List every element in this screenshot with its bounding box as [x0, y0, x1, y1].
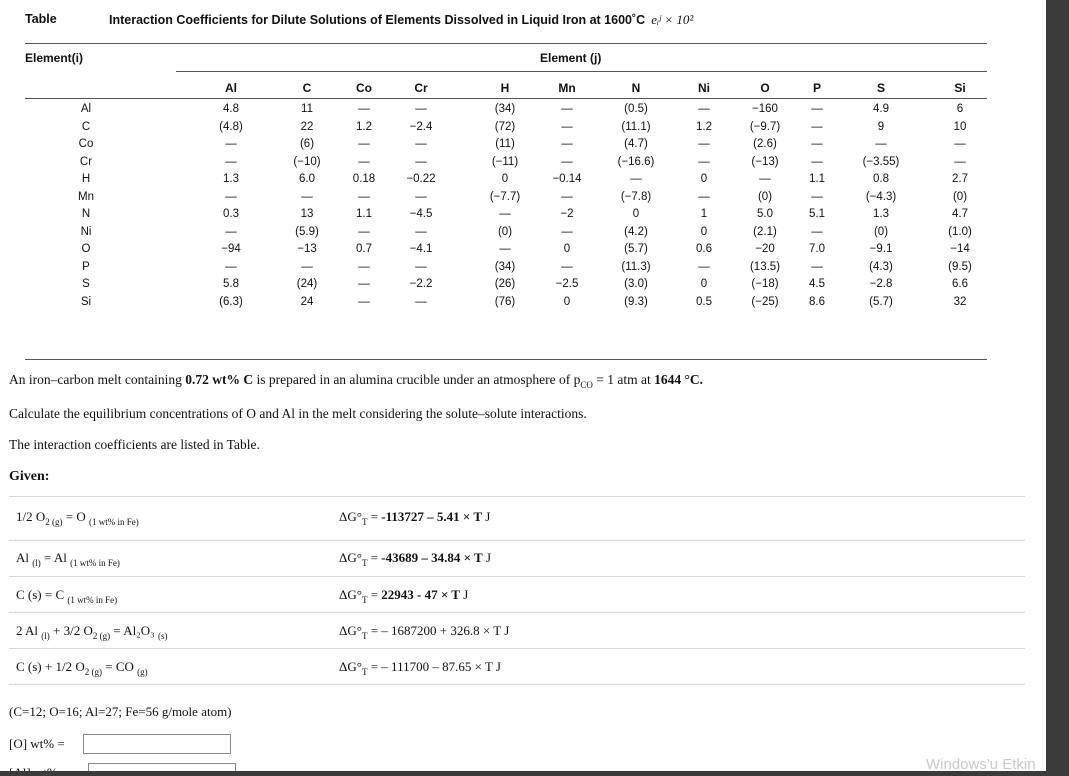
table-cell: −14	[950, 243, 970, 255]
gibbs-unit: J	[459, 587, 469, 602]
gibbs-energy-expression	[339, 623, 509, 639]
table-cell: (24)	[296, 278, 318, 290]
given-divider	[9, 648, 1025, 649]
table-cell: 10	[953, 120, 967, 133]
gibbs-equals: =	[367, 587, 382, 602]
table-cell: −0.22	[406, 173, 436, 185]
table-cell: (6)	[299, 138, 315, 150]
table-cell: 4.8	[223, 103, 239, 115]
gibbs-subscript: T	[361, 667, 368, 677]
table-cell: —	[358, 190, 370, 203]
table-cell: −2.5	[555, 278, 579, 290]
reaction-rest: = Al₂O₃	[110, 623, 158, 638]
table-cell: −160	[752, 103, 778, 115]
table-cell: (3.0)	[624, 278, 648, 290]
table-cell: 0.5	[696, 295, 712, 308]
table-cell: 0.8	[873, 173, 889, 185]
reaction-lhs-subscript: 2 (g)	[45, 517, 63, 527]
given-heading: Given:	[9, 469, 50, 484]
table-cell: —	[561, 138, 573, 150]
column-group-header: Element (j)	[540, 51, 602, 65]
vertical-scrollbar[interactable]	[1046, 0, 1069, 776]
reaction-lhs-subscript: (1 wt% in Fe)	[67, 595, 118, 605]
row-label: Mn	[78, 190, 94, 203]
table-cell: 0.3	[223, 208, 239, 220]
table-cell: 8.6	[809, 295, 825, 308]
gibbs-symbol: ΔG°	[339, 550, 362, 565]
table-cell: 5.0	[757, 208, 773, 220]
table-cell: —	[759, 173, 771, 185]
gibbs-symbol: ΔG°	[339, 509, 362, 524]
gibbs-value: 22943 - 47 × T	[381, 587, 460, 602]
table-cell: 4.5	[809, 278, 825, 290]
table-cell: —	[698, 138, 710, 150]
table-cell: 11	[301, 103, 313, 115]
reaction-lhs: 2 Al	[16, 623, 42, 638]
table-cell: —	[811, 155, 823, 168]
table-cell: (−18)	[751, 278, 779, 290]
table-cell: −0.14	[552, 173, 582, 185]
gibbs-symbol: ΔG°	[339, 587, 362, 602]
gibbs-value: -43689 – 34.84 × T	[381, 550, 483, 565]
table-cell: 2.7	[952, 173, 968, 185]
table-cell: 22	[300, 120, 314, 133]
reaction-equation	[16, 659, 148, 675]
table-bottom-rule	[25, 359, 987, 360]
table-cell: 6.0	[299, 173, 315, 185]
oxygen-answer-label: [O] wt% =	[9, 736, 65, 751]
table-cell: 6	[956, 103, 964, 115]
reaction-equation	[16, 550, 120, 566]
table-cell: —	[954, 155, 966, 168]
table-cell: —	[415, 225, 427, 238]
table-cell: (4.2)	[624, 225, 648, 238]
table-cell: —	[811, 120, 823, 133]
table-cell: (5.7)	[869, 295, 893, 308]
temperature-value: 1644 °C.	[654, 372, 703, 387]
table-cell: −2.2	[409, 278, 433, 290]
reaction-equation	[16, 509, 139, 525]
table-cell: —	[225, 260, 237, 273]
table-cell: —	[358, 155, 370, 168]
table-cell: 0	[563, 295, 571, 308]
reaction-mid: = CO	[101, 659, 138, 674]
row-label: O	[81, 243, 91, 255]
column-header: H	[500, 81, 510, 95]
table-cell: (13.5)	[749, 260, 781, 273]
row-label: Si	[80, 295, 92, 308]
table-cell: (11)	[495, 138, 515, 150]
table-cell: —	[954, 138, 966, 150]
problem-statement-line-2: Calculate the equilibrium concentrations of O and Al in the melt considering the solute–solute interactions.	[9, 406, 587, 421]
table-cell: (2.1)	[753, 225, 777, 238]
table-cell: (2.6)	[753, 138, 777, 150]
row-label: N	[81, 208, 91, 220]
gibbs-value: – 1687200 + 326.8 × T	[381, 623, 501, 638]
column-header: Al	[225, 81, 237, 95]
table-title-text: Interaction Coefficients for Dilute Solutions of Elements Dissolved in Liquid Iron at 1600˚C	[109, 13, 646, 27]
table-cell: 1.2	[696, 120, 712, 133]
column-header: C	[302, 81, 312, 95]
header-bottom-rule	[25, 98, 987, 99]
column-header: Si	[954, 81, 966, 95]
table-cell: −2	[560, 208, 574, 220]
column-header: S	[876, 81, 886, 95]
table-cell: —	[225, 190, 237, 203]
table-cell: —	[811, 260, 823, 273]
table-cell: —	[698, 260, 710, 273]
table-cell: —	[415, 103, 427, 115]
table-cell: 5.8	[223, 278, 239, 290]
table-cell: (11.3)	[621, 260, 651, 273]
table-cell: —	[301, 260, 313, 273]
reaction-lhs: 1/2 O	[16, 509, 46, 524]
column-header: Co	[356, 81, 372, 95]
reaction-equation	[16, 623, 167, 639]
table-cell: (−7.7)	[489, 190, 521, 203]
table-cell: 5.1	[809, 208, 825, 220]
given-divider	[9, 684, 1025, 685]
table-cell: (0)	[497, 225, 513, 238]
table-cell: (26)	[494, 278, 516, 290]
gibbs-equals: =	[367, 659, 382, 674]
table-cell: —	[358, 103, 370, 115]
gibbs-symbol: ΔG°	[339, 659, 362, 674]
gibbs-subscript: T	[361, 631, 368, 641]
table-cell: 9	[877, 120, 885, 133]
oxygen-answer-input[interactable]	[83, 734, 231, 754]
table-cell: —	[358, 278, 370, 290]
reaction-mid: + 3/2 O	[49, 623, 93, 638]
column-header: P	[812, 81, 822, 95]
reaction-rest-subscript: (s)	[157, 631, 168, 641]
problem-text-c: is prepared in an alumina crucible under an atmosphere of p	[253, 372, 581, 387]
table-cell: 4.9	[873, 103, 889, 115]
table-top-rule	[25, 43, 987, 44]
table-cell: —	[698, 155, 710, 168]
gibbs-energy-expression	[339, 587, 468, 603]
reaction-mid-subscript: (g)	[137, 667, 148, 677]
table-cell: 13	[300, 208, 314, 220]
problem-text-a: An iron–carbon melt containing	[9, 372, 186, 387]
gibbs-unit: J	[492, 659, 501, 674]
reaction-equation	[16, 587, 117, 603]
row-label: Al	[80, 103, 92, 115]
given-divider	[9, 496, 1025, 497]
table-cell: (−11)	[491, 155, 519, 168]
reaction-mid: = O	[62, 509, 89, 524]
table-cell: —	[561, 190, 573, 203]
table-cell: —	[875, 138, 887, 150]
table-cell: 1.3	[223, 173, 239, 185]
table-cell: (34)	[494, 260, 516, 273]
table-cell: (11.1)	[621, 120, 651, 133]
table-cell: (76)	[494, 295, 516, 308]
table-cell: (0)	[757, 190, 773, 203]
reaction-lhs-subscript: (l)	[41, 631, 50, 641]
table-cell: (0.5)	[624, 103, 648, 115]
table-cell: —	[561, 103, 573, 115]
table-cell: 4.7	[952, 208, 968, 220]
table-cell: 1.3	[873, 208, 889, 220]
table-cell: (5.9)	[295, 225, 319, 238]
table-cell: —	[630, 173, 642, 185]
gibbs-equals: =	[367, 623, 382, 638]
table-cell: (34)	[494, 103, 516, 115]
gibbs-unit: J	[482, 509, 491, 524]
table-cell: 0	[632, 208, 640, 220]
table-cell: −13	[297, 243, 317, 255]
row-group-header: Element(i)	[25, 51, 84, 65]
table-cell: (−13)	[751, 155, 779, 168]
column-group-rule	[176, 71, 987, 72]
table-cell: —	[225, 138, 237, 150]
column-header: Mn	[558, 81, 576, 95]
row-label: Cr	[79, 155, 93, 168]
table-cell: 7.0	[809, 243, 825, 255]
problem-text-d: = 1 atm at	[592, 372, 655, 387]
table-cell: —	[225, 225, 237, 238]
table-cell: —	[415, 155, 427, 168]
table-cell: 1.2	[356, 120, 372, 133]
given-divider	[9, 612, 1025, 613]
table-cell: —	[415, 190, 427, 203]
table-cell: −4.1	[409, 243, 433, 255]
table-title-formula: eᵢʲ × 10²	[651, 12, 694, 27]
table-cell: —	[499, 243, 511, 255]
table-cell: −2.4	[409, 120, 433, 133]
table-cell: (−3.55)	[862, 155, 900, 168]
table-cell: —	[415, 260, 427, 273]
problem-statement-line-1	[9, 372, 703, 388]
gibbs-energy-expression	[339, 659, 501, 675]
table-cell: —	[358, 225, 370, 238]
table-cell: 0	[700, 173, 708, 185]
reaction-mid-subscript: (1 wt% in Fe)	[88, 517, 139, 527]
gibbs-energy-expression	[339, 550, 491, 566]
table-cell: —	[358, 295, 370, 308]
table-cell: (1.0)	[948, 225, 972, 238]
table-cell: —	[811, 190, 823, 203]
gibbs-subscript: T	[361, 595, 368, 605]
table-cell: —	[415, 295, 427, 308]
table-cell: −20	[755, 243, 775, 255]
column-header: O	[760, 81, 770, 95]
table-cell: —	[358, 138, 370, 150]
table-cell: (4.8)	[219, 120, 243, 133]
table-cell: (0)	[952, 190, 968, 203]
gibbs-equals: =	[367, 550, 382, 565]
table-cell: (−9.7)	[749, 120, 781, 133]
reaction-lhs-subscript: (l)	[32, 558, 41, 568]
table-cell: 1.1	[356, 208, 372, 220]
row-label: Ni	[80, 225, 92, 238]
table-cell: (5.7)	[624, 243, 648, 255]
table-cell: 6.6	[952, 278, 968, 290]
table-cell: 32	[953, 295, 967, 308]
reaction-lhs-subscript: 2 (g)	[84, 667, 102, 677]
table-cell: —	[811, 225, 823, 238]
table-cell: −94	[221, 243, 241, 255]
table-cell: (0)	[873, 225, 889, 238]
row-label: C	[81, 120, 91, 133]
table-cell: 0.6	[696, 243, 712, 255]
gibbs-subscript: T	[361, 517, 368, 527]
table-title	[109, 12, 693, 28]
pressure-subscript: CO	[580, 380, 593, 390]
table-cell: (−25)	[751, 295, 779, 308]
activation-watermark: Windows'u Etkin	[926, 756, 1036, 773]
table-cell: —	[561, 120, 573, 133]
table-cell: (−10)	[293, 155, 321, 168]
gibbs-symbol: ΔG°	[339, 623, 362, 638]
gibbs-unit: J	[500, 623, 510, 638]
gibbs-energy-expression	[339, 509, 490, 525]
table-cell: (9.5)	[948, 260, 972, 273]
table-cell: —	[561, 225, 573, 238]
table-cell: 0	[563, 243, 571, 255]
column-header: Cr	[414, 81, 428, 95]
table-cell: −4.5	[409, 208, 433, 220]
table-cell: 0	[700, 225, 708, 238]
table-label: Table	[25, 12, 57, 26]
table-cell: —	[301, 190, 313, 203]
row-label: H	[81, 173, 91, 185]
table-cell: 1.1	[809, 173, 825, 185]
column-header: N	[631, 81, 641, 95]
table-cell: (−7.8)	[620, 190, 652, 203]
gibbs-equals: =	[367, 509, 382, 524]
table-cell: (4.3)	[869, 260, 893, 273]
table-cell: —	[499, 208, 511, 220]
table-cell: 0.18	[352, 173, 376, 185]
row-label: Co	[78, 138, 94, 150]
problem-statement-line-3: The interaction coefficients are listed in Table.	[9, 437, 260, 452]
table-cell: 0	[700, 278, 708, 290]
window-bottom-edge	[0, 771, 1046, 776]
atomic-masses: (C=12; O=16; Al=27; Fe=56 g/mole atom)	[9, 704, 232, 719]
gibbs-subscript: T	[361, 558, 368, 568]
column-header: Ni	[698, 81, 710, 95]
gibbs-value: -113727 – 5.41 × T	[381, 509, 483, 524]
reaction-lhs: C (s) + 1/2 O	[16, 659, 85, 674]
table-cell: —	[698, 103, 710, 115]
table-cell: (9.3)	[624, 295, 648, 308]
table-cell: −2.8	[869, 278, 893, 290]
table-cell: (72)	[494, 120, 516, 133]
table-cell: 0	[501, 173, 509, 185]
table-cell: (−4.3)	[865, 190, 897, 203]
gibbs-value: – 111700 – 87.65 × T	[381, 659, 493, 674]
reaction-mid: = Al	[40, 550, 71, 565]
table-cell: —	[811, 138, 823, 150]
reaction-mid-subscript: 2 (g)	[92, 631, 111, 641]
table-cell: —	[561, 260, 573, 273]
table-cell: 1	[700, 208, 708, 220]
table-cell: —	[358, 260, 370, 273]
table-cell: —	[415, 138, 427, 150]
table-cell: —	[811, 103, 823, 115]
table-cell: —	[225, 155, 237, 168]
reaction-mid-subscript: (1 wt% in Fe)	[70, 558, 120, 568]
gibbs-unit: J	[482, 550, 492, 565]
table-cell: −9.1	[869, 243, 893, 255]
table-cell: (4.7)	[624, 138, 648, 150]
table-cell: (−16.6)	[617, 155, 655, 168]
row-label: P	[82, 260, 90, 273]
carbon-content: 0.72 wt% C	[185, 372, 254, 387]
table-cell: —	[698, 190, 710, 203]
given-divider	[9, 576, 1025, 577]
row-label: S	[82, 278, 90, 290]
reaction-lhs: C (s) = C	[16, 587, 68, 602]
table-cell: 24	[300, 295, 314, 308]
reaction-lhs: Al	[16, 550, 33, 565]
given-divider	[9, 540, 1025, 541]
table-cell: (6.3)	[219, 295, 243, 308]
table-cell: —	[561, 155, 573, 168]
table-cell: 0.7	[356, 243, 372, 255]
